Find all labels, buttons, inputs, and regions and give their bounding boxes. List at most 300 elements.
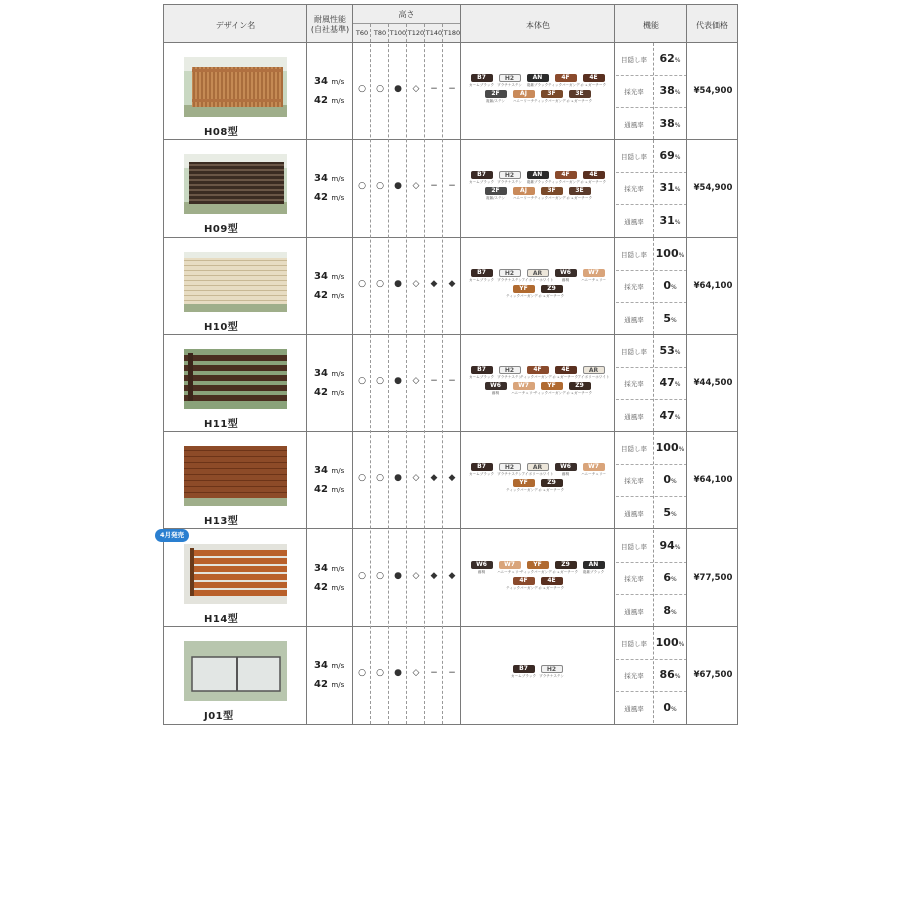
height-availability-mark: − <box>448 375 456 386</box>
color-swatch <box>484 90 508 104</box>
color-swatch <box>470 366 494 380</box>
color-swatch <box>540 665 564 679</box>
divider <box>616 367 687 368</box>
height-availability-mark: ◇ <box>412 84 420 94</box>
wind-value: 42 <box>314 289 328 301</box>
color-code: YF <box>513 479 535 487</box>
function-value <box>653 506 687 519</box>
color-swatch <box>568 382 592 396</box>
function-label: 目隠し率 <box>621 153 647 162</box>
color-swatch <box>470 269 494 283</box>
height-availability-mark: ◇ <box>412 278 420 289</box>
wind-unit: m/s <box>331 583 345 592</box>
percent-unit: % <box>670 608 677 616</box>
height-availability-mark: − <box>430 84 438 94</box>
divider <box>614 5 615 724</box>
table-row <box>164 140 737 237</box>
representative-price: ¥54,900 <box>693 183 733 194</box>
header-height-t180: T180 <box>443 29 461 37</box>
color-swatch <box>470 463 494 477</box>
table-row <box>164 530 737 627</box>
header-height-t120: T120 <box>407 29 425 37</box>
height-availability-mark: ○ <box>358 667 366 678</box>
color-swatch <box>547 171 584 185</box>
wind-unit: m/s <box>331 661 345 670</box>
header-price: 代表価格 <box>696 21 728 30</box>
wind-rating <box>314 173 344 184</box>
function-percent: 38 <box>659 84 675 97</box>
height-availability-mark: − <box>448 667 456 678</box>
color-swatch <box>484 382 508 396</box>
color-name: カームブラック <box>468 472 495 477</box>
color-swatch <box>540 285 564 299</box>
color-code: W6 <box>485 382 507 390</box>
color-code: B7 <box>471 269 493 277</box>
color-name: ハニーチェリー <box>580 277 607 282</box>
color-name: プラチナステン <box>497 180 522 185</box>
function-percent: 100 <box>655 441 679 455</box>
divider <box>306 5 307 724</box>
color-swatch <box>470 74 494 88</box>
function-value <box>653 441 687 454</box>
function-percent: 5 <box>663 506 671 520</box>
color-name: 藤桐 <box>491 390 500 395</box>
color-code: 3E <box>569 90 591 98</box>
color-name: ティックバーガンディ <box>547 180 584 185</box>
function-percent: 100 <box>655 635 679 649</box>
percent-unit: % <box>674 219 681 227</box>
color-swatch <box>512 187 536 201</box>
color-code: H2 <box>541 665 563 673</box>
color-swatch <box>498 74 522 88</box>
height-availability-mark: ● <box>394 278 402 289</box>
height-availability-mark: ◇ <box>412 473 420 484</box>
function-label: 通風率 <box>624 510 644 519</box>
divider <box>616 302 687 303</box>
function-value <box>653 52 687 65</box>
function-value <box>653 279 687 292</box>
wind-rating <box>314 271 344 282</box>
color-swatch <box>582 561 606 575</box>
color-name: カームブラック <box>468 277 495 282</box>
color-name: ティックバーガンディ <box>505 488 542 493</box>
function-label: 通風率 <box>624 607 644 616</box>
divider <box>370 24 371 724</box>
function-percent: 5 <box>663 311 671 325</box>
color-name: 複雑/ステン <box>486 99 505 103</box>
divider <box>616 659 687 660</box>
color-code: AN <box>583 561 605 569</box>
function-label: 目隠し率 <box>621 639 647 648</box>
color-options <box>461 171 614 203</box>
function-label: 通風率 <box>624 704 644 713</box>
color-swatch <box>577 366 610 380</box>
wind-unit: m/s <box>331 467 345 476</box>
representative-price: ¥64,100 <box>693 475 733 486</box>
color-name: 複雑/ステン <box>486 196 505 201</box>
percent-unit: % <box>674 89 681 96</box>
color-swatch <box>512 90 536 104</box>
color-swatch <box>568 187 592 201</box>
divider <box>616 594 687 595</box>
wind-rating <box>314 95 344 106</box>
color-name: シュガーチーク <box>566 196 593 201</box>
color-swatch <box>533 187 570 201</box>
divider <box>388 24 389 724</box>
wind-rating <box>314 290 344 301</box>
function-value <box>653 149 687 162</box>
color-swatch <box>582 463 606 477</box>
function-value <box>653 247 687 260</box>
wind-unit: m/s <box>331 175 345 184</box>
wind-unit: m/s <box>331 291 345 300</box>
height-availability-mark: ● <box>394 84 402 94</box>
divider <box>653 627 654 723</box>
color-swatch <box>498 366 522 380</box>
height-availability-mark: ○ <box>358 181 366 192</box>
height-availability-mark: ◇ <box>412 375 420 386</box>
wind-rating <box>314 465 344 476</box>
color-name: ハニーリーチ <box>512 196 535 201</box>
color-swatch <box>554 463 578 477</box>
color-swatch <box>512 382 536 396</box>
function-percent: 31 <box>659 214 675 228</box>
percent-unit: % <box>678 446 685 454</box>
color-code: W7 <box>499 561 521 569</box>
fence-photo <box>184 544 287 604</box>
color-options <box>461 561 614 593</box>
function-value <box>653 668 687 681</box>
percent-unit: % <box>674 122 681 129</box>
color-code: Z9 <box>541 285 563 293</box>
color-swatch <box>470 171 494 185</box>
function-percent: 69 <box>659 149 675 163</box>
color-name: シュガーチーク <box>580 83 607 87</box>
function-label: 採光率 <box>624 185 644 194</box>
color-code: AR <box>527 269 549 277</box>
color-code: YF <box>527 561 549 569</box>
header-wind-line1: 耐風性能 <box>314 15 346 24</box>
height-availability-mark: ● <box>394 181 402 192</box>
color-code: AJ <box>513 90 535 98</box>
table-row <box>164 238 737 335</box>
function-label: 目隠し率 <box>621 542 647 551</box>
wind-unit: m/s <box>331 680 345 689</box>
function-label: 採光率 <box>624 671 644 680</box>
color-name: プラチナステン <box>497 374 522 379</box>
function-percent: 31 <box>659 181 675 195</box>
function-value <box>653 344 687 357</box>
color-options <box>461 366 614 398</box>
wind-unit: m/s <box>331 272 345 281</box>
color-code: 3E <box>569 187 591 195</box>
height-availability-mark: − <box>448 181 456 192</box>
function-percent: 6 <box>663 570 671 584</box>
header-height: 高さ <box>398 10 415 19</box>
header-color: 本体色 <box>526 21 550 30</box>
color-name: ティックバーガンディ <box>547 83 584 87</box>
height-availability-mark: ● <box>394 473 402 484</box>
color-code: AJ <box>513 187 535 195</box>
color-code: W7 <box>583 269 605 277</box>
percent-unit: % <box>678 251 685 259</box>
function-value <box>653 312 687 325</box>
function-percent: 53 <box>659 343 675 357</box>
color-swatch <box>498 561 522 575</box>
divider <box>352 5 353 724</box>
color-code: AN <box>527 171 549 179</box>
function-label: 通風率 <box>624 218 644 227</box>
wind-value: 42 <box>314 581 328 593</box>
header-height-t80: T80 <box>373 29 387 37</box>
function-label: 採光率 <box>624 88 644 96</box>
height-availability-mark: ◆ <box>448 570 456 581</box>
fence-model-name: H13型 <box>204 516 239 528</box>
color-code: Z9 <box>569 382 591 390</box>
function-value <box>653 571 687 584</box>
color-code: W7 <box>583 463 605 471</box>
color-swatch <box>526 74 550 88</box>
percent-unit: % <box>670 705 677 713</box>
fence-spec-table <box>163 4 738 725</box>
color-code: B7 <box>471 463 493 471</box>
color-swatch <box>521 269 554 283</box>
percent-unit: % <box>674 348 681 356</box>
color-name: シュガーチーク <box>566 390 593 395</box>
color-name: シュガーチーク <box>566 99 593 103</box>
color-swatch <box>554 561 578 575</box>
divider <box>686 5 687 724</box>
color-code: B7 <box>471 171 493 179</box>
height-availability-mark: ● <box>394 667 402 678</box>
color-swatch <box>554 366 578 380</box>
fence-photo <box>184 641 287 701</box>
color-name: アイボリーホワイト <box>521 277 554 282</box>
representative-price: ¥44,500 <box>693 377 733 388</box>
color-name: プラチナステン <box>539 673 564 678</box>
color-name: プラチナステン <box>497 83 522 87</box>
percent-unit: % <box>674 413 681 421</box>
color-swatch <box>582 171 606 185</box>
divider <box>653 530 654 626</box>
percent-unit: % <box>678 640 685 648</box>
color-name: シュガーチーク <box>538 585 565 590</box>
divider <box>616 691 687 692</box>
header-height-t140: T140 <box>425 29 443 37</box>
function-percent: 38 <box>659 117 675 130</box>
color-name: アイボリーホワイト <box>521 472 554 477</box>
color-name: ハニーチェリー <box>510 390 537 395</box>
color-code: 3F <box>541 90 563 98</box>
color-code: H2 <box>499 74 521 82</box>
function-percent: 47 <box>659 375 675 389</box>
color-code: W6 <box>555 463 577 471</box>
color-name: シュガーチーク <box>552 374 579 379</box>
color-name: プラチナステン <box>497 277 522 282</box>
color-swatch <box>519 560 556 575</box>
color-code: H2 <box>499 366 521 374</box>
function-value <box>653 701 687 714</box>
percent-unit: % <box>674 154 681 162</box>
color-code: H2 <box>499 463 521 471</box>
height-availability-mark: ● <box>394 570 402 581</box>
divider <box>653 238 654 334</box>
height-availability-mark: ○ <box>358 278 366 289</box>
function-label: 目隠し率 <box>621 445 647 454</box>
wind-value: 34 <box>314 270 328 282</box>
color-swatch <box>512 665 536 679</box>
color-name: 複雑ブラック <box>526 180 549 185</box>
color-name: ティックバーガンディ <box>533 390 570 395</box>
percent-unit: % <box>674 57 681 64</box>
fence-model-name: H10型 <box>204 321 239 333</box>
color-code: H2 <box>499 171 521 179</box>
color-code: 4E <box>583 171 605 179</box>
height-availability-mark: ○ <box>358 84 366 94</box>
header-design: デザイン名 <box>215 21 256 30</box>
height-availability-mark: ◆ <box>448 278 456 289</box>
color-swatch <box>505 479 542 493</box>
color-swatch <box>470 561 494 575</box>
divider <box>406 24 407 724</box>
color-options <box>461 74 614 106</box>
color-code: AR <box>527 463 549 471</box>
wind-unit: m/s <box>331 564 345 573</box>
function-value <box>653 214 687 227</box>
height-availability-mark: ○ <box>358 473 366 484</box>
wind-value: 42 <box>314 484 328 496</box>
header-height-t60: T60 <box>355 29 369 37</box>
percent-unit: % <box>670 478 677 486</box>
function-label: 目隠し率 <box>621 347 647 356</box>
divider <box>616 399 687 400</box>
color-options <box>461 665 614 681</box>
wind-unit: m/s <box>331 388 345 397</box>
wind-unit: m/s <box>331 97 345 105</box>
height-availability-mark: − <box>448 84 456 94</box>
color-name: 藤桐 <box>561 277 570 282</box>
percent-unit: % <box>670 511 677 519</box>
fence-photo <box>184 57 287 117</box>
color-name: 複雑ブラック <box>582 569 605 574</box>
color-code: H2 <box>499 269 521 277</box>
color-code: 2F <box>485 90 507 98</box>
divider <box>616 270 687 271</box>
color-swatch <box>533 381 570 396</box>
color-code: B7 <box>471 366 493 374</box>
height-availability-mark: ◆ <box>430 278 438 289</box>
percent-unit: % <box>674 672 681 680</box>
function-label: 通風率 <box>624 315 644 324</box>
function-percent: 86 <box>659 667 675 681</box>
height-availability-mark: ○ <box>376 375 384 386</box>
percent-unit: % <box>670 316 677 324</box>
color-swatch <box>505 284 542 299</box>
function-value <box>653 84 687 97</box>
color-swatch <box>582 269 606 283</box>
color-swatch <box>554 269 578 283</box>
representative-price: ¥54,900 <box>693 86 733 96</box>
function-value <box>653 181 687 194</box>
function-percent: 47 <box>659 408 675 422</box>
divider <box>616 464 687 465</box>
height-availability-mark: ○ <box>376 278 384 289</box>
wind-value: 42 <box>314 678 328 690</box>
color-code: 2F <box>485 187 507 195</box>
wind-rating <box>314 660 344 671</box>
function-percent: 8 <box>663 603 671 617</box>
table-row <box>164 43 737 140</box>
color-name: カームブラック <box>468 83 495 87</box>
wind-unit: m/s <box>331 486 345 495</box>
color-name: ハニーチェリー <box>580 472 607 477</box>
fence-model-name: H11型 <box>204 418 239 430</box>
color-code: YF <box>513 285 535 293</box>
wind-rating <box>314 76 344 87</box>
color-swatch <box>526 171 550 185</box>
height-availability-mark: ○ <box>376 570 384 581</box>
function-label: 採光率 <box>624 574 644 583</box>
divider <box>653 140 654 236</box>
height-availability-mark: ◆ <box>430 473 438 484</box>
color-name: アイボリーホワイト <box>577 374 610 379</box>
divider <box>653 43 654 139</box>
color-swatch <box>519 365 556 380</box>
color-code: 4E <box>555 366 577 374</box>
height-availability-mark: ○ <box>358 570 366 581</box>
wind-unit: m/s <box>331 78 345 86</box>
fence-model-name: H08型 <box>204 127 239 138</box>
color-name: ティックバーガンディ <box>533 99 570 103</box>
color-name: 藤桐 <box>561 472 570 477</box>
divider <box>616 172 687 173</box>
divider <box>616 204 687 205</box>
table-row <box>164 432 737 529</box>
color-name: ハニーチェリー <box>496 569 523 574</box>
color-name: シュガーチーク <box>552 569 579 574</box>
height-availability-mark: ◆ <box>448 473 456 484</box>
color-name: ハニーリーチ <box>512 99 535 103</box>
divider <box>616 496 687 497</box>
function-label: 通風率 <box>624 121 644 129</box>
color-name: カームブラック <box>468 374 495 379</box>
percent-unit: % <box>674 186 681 194</box>
color-name: ティックバーガンディ <box>505 293 542 298</box>
color-code: W6 <box>471 561 493 569</box>
function-value <box>653 604 687 617</box>
height-availability-mark: − <box>430 667 438 678</box>
table-row <box>164 627 737 724</box>
header-wind-line2: (自社基準) <box>310 25 350 34</box>
wind-value: 34 <box>314 465 328 477</box>
divider <box>424 24 425 724</box>
color-code: YF <box>541 382 563 390</box>
wind-unit: m/s <box>331 369 345 378</box>
height-availability-mark: ○ <box>376 84 384 94</box>
color-name: プラチナステン <box>497 472 522 477</box>
color-options <box>461 463 614 495</box>
wind-value: 34 <box>314 659 328 671</box>
height-availability-mark: ○ <box>358 375 366 386</box>
fence-photo <box>184 349 287 409</box>
color-name: シュガーチーク <box>580 180 607 185</box>
color-swatch <box>540 479 564 493</box>
function-label: 通風率 <box>624 412 644 421</box>
color-code: B7 <box>471 74 493 82</box>
percent-unit: % <box>670 283 677 291</box>
color-code: Z9 <box>555 561 577 569</box>
fence-model-name: H14型 <box>204 613 239 625</box>
